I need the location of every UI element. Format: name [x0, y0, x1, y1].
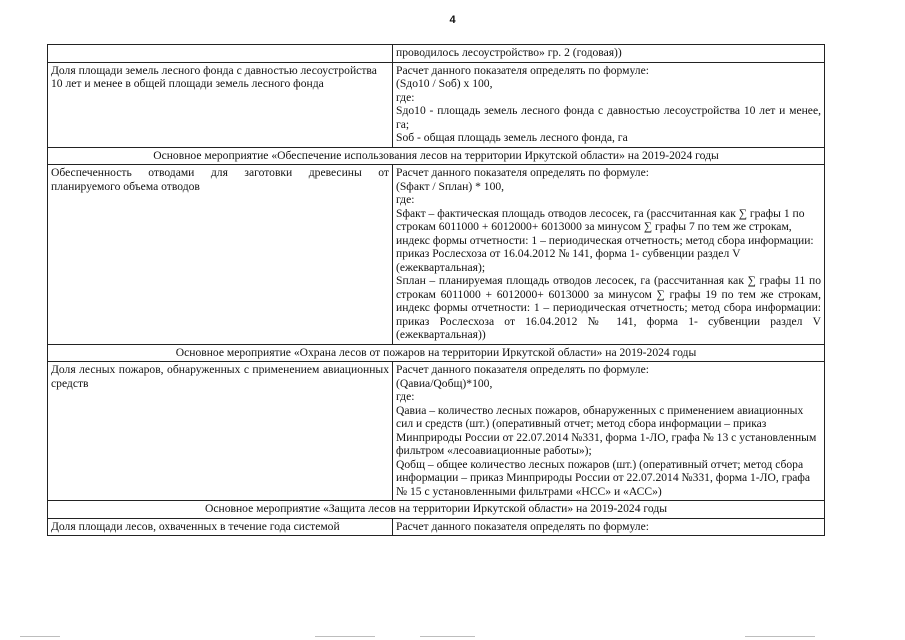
indicator-formula-cell	[393, 62, 825, 147]
table-row	[48, 147, 825, 165]
section-heading: Основное мероприятие «Обеспечение использования лесов на территории Иркутской области» на 2019-2024 годы	[48, 147, 825, 165]
formula-variable: Sдо10 - площадь земель лесного фонда с давностью лесоустройства 10 лет и менее, га;	[396, 104, 821, 131]
formula-expression: (Sфакт / Sплан) * 100,	[396, 179, 505, 193]
page-number: 4	[449, 14, 456, 26]
formula-variable: Sоб - общая площадь земель лесного фонда, га	[396, 131, 628, 144]
indicator-formula-cell	[393, 362, 825, 501]
indicator-name-cell: Обеспеченность отводами для заготовки древесины от планируемого объема отводов	[48, 165, 393, 345]
indicator-name-cell: Доля лесных пожаров, обнаруженных с применением авиационных средств	[48, 362, 393, 501]
scan-artifacts	[0, 632, 905, 640]
table-row	[48, 518, 825, 536]
table-row	[48, 45, 825, 63]
continuation-left-cell	[48, 45, 393, 63]
indicator-formula-cell	[393, 165, 825, 345]
formula-intro: Расчет данного показателя определять по формуле:	[396, 166, 649, 179]
continuation-right-cell: проводилось лесоустройство» гр. 2 (годовая))	[393, 45, 825, 63]
indicator-name-cell: Доля площади лесов, охваченных в течение года системой	[48, 518, 393, 536]
scan-mark	[745, 636, 815, 637]
section-heading: Основное мероприятие «Защита лесов на территории Иркутской области» на 2019-2024 годы	[48, 501, 825, 519]
formula-intro: Расчет данного показателя определять по формуле:	[396, 363, 649, 376]
indicator-name-cell: Доля площади земель лесного фонда с давностью лесоустройства 10 лет и менее в общей площади земель лесного фонда	[48, 62, 393, 147]
scan-mark	[420, 636, 475, 637]
section-heading: Основное мероприятие «Охрана лесов от пожаров на территории Иркутской области» на 2019-2024 годы	[48, 344, 825, 362]
table-row	[48, 344, 825, 362]
table-row	[48, 362, 825, 501]
formula-variable: Qавиа – количество лесных пожаров, обнаруженных с применением авиационных сил и средств (шт.) (оперативный отчет; метод сбора информации – приказ Минприроды России от 22.07.2014 №331, форма 1-ЛО, графа № 13 с установленным фильтром «лесоавиационные работы»);	[396, 403, 817, 457]
formula-variable: Sплан – планируемая площадь отводов лесосек, га (рассчитанная как ∑ графы 11 по строкам 6011000 + 6012000+ 6013000 за минусом ∑ графы 19 по тем же строкам, индекс формы отчетности: 1 – периодическая отчетность; метод сбора информации: приказ Рослесхоза от 16.04.2012 № 141, форма 1- субвенции раздел V (ежеквартальная))	[396, 274, 821, 341]
formula-expression: (Qавиа/Qобщ)*100,	[396, 376, 493, 390]
table-row	[48, 501, 825, 519]
formula-variable: Sфакт – фактическая площадь отводов лесосек, га (рассчитанная как ∑ графы 1 по строкам 6011000 + 6012000+ 6013000 за минусом ∑ графы 7 по тем же строкам, индекс формы отчетности: 1 – периодическая отчетность; метод сбора информации: приказ Рослесхоза от 16.04.2012 № 141, форма 1- субвенции раздел V (ежеквартальная);	[396, 206, 814, 274]
scan-mark	[315, 636, 375, 637]
indicators-table	[47, 44, 825, 536]
indicator-formula-cell: Расчет данного показателя определять по формуле:	[393, 518, 825, 536]
formula-expression: (Sдо10 / Sоб) х 100,	[396, 77, 493, 90]
formula-where: где:	[396, 90, 415, 104]
scan-mark	[20, 636, 60, 637]
table-row	[48, 165, 825, 345]
table-row	[48, 62, 825, 147]
formula-intro: Расчет данного показателя определять по формуле:	[396, 63, 649, 77]
formula-where: где:	[396, 390, 415, 403]
formula-where: где:	[396, 193, 415, 206]
formula-variable: Qобщ – общее количество лесных пожаров (шт.) (оперативный отчет; метод сбора информации – приказ Минприроды России от 22.07.2014 №331, форма 1-ЛО, графа № 15 с установленными фильтрами «НСС» и «АСС»)	[396, 457, 811, 498]
